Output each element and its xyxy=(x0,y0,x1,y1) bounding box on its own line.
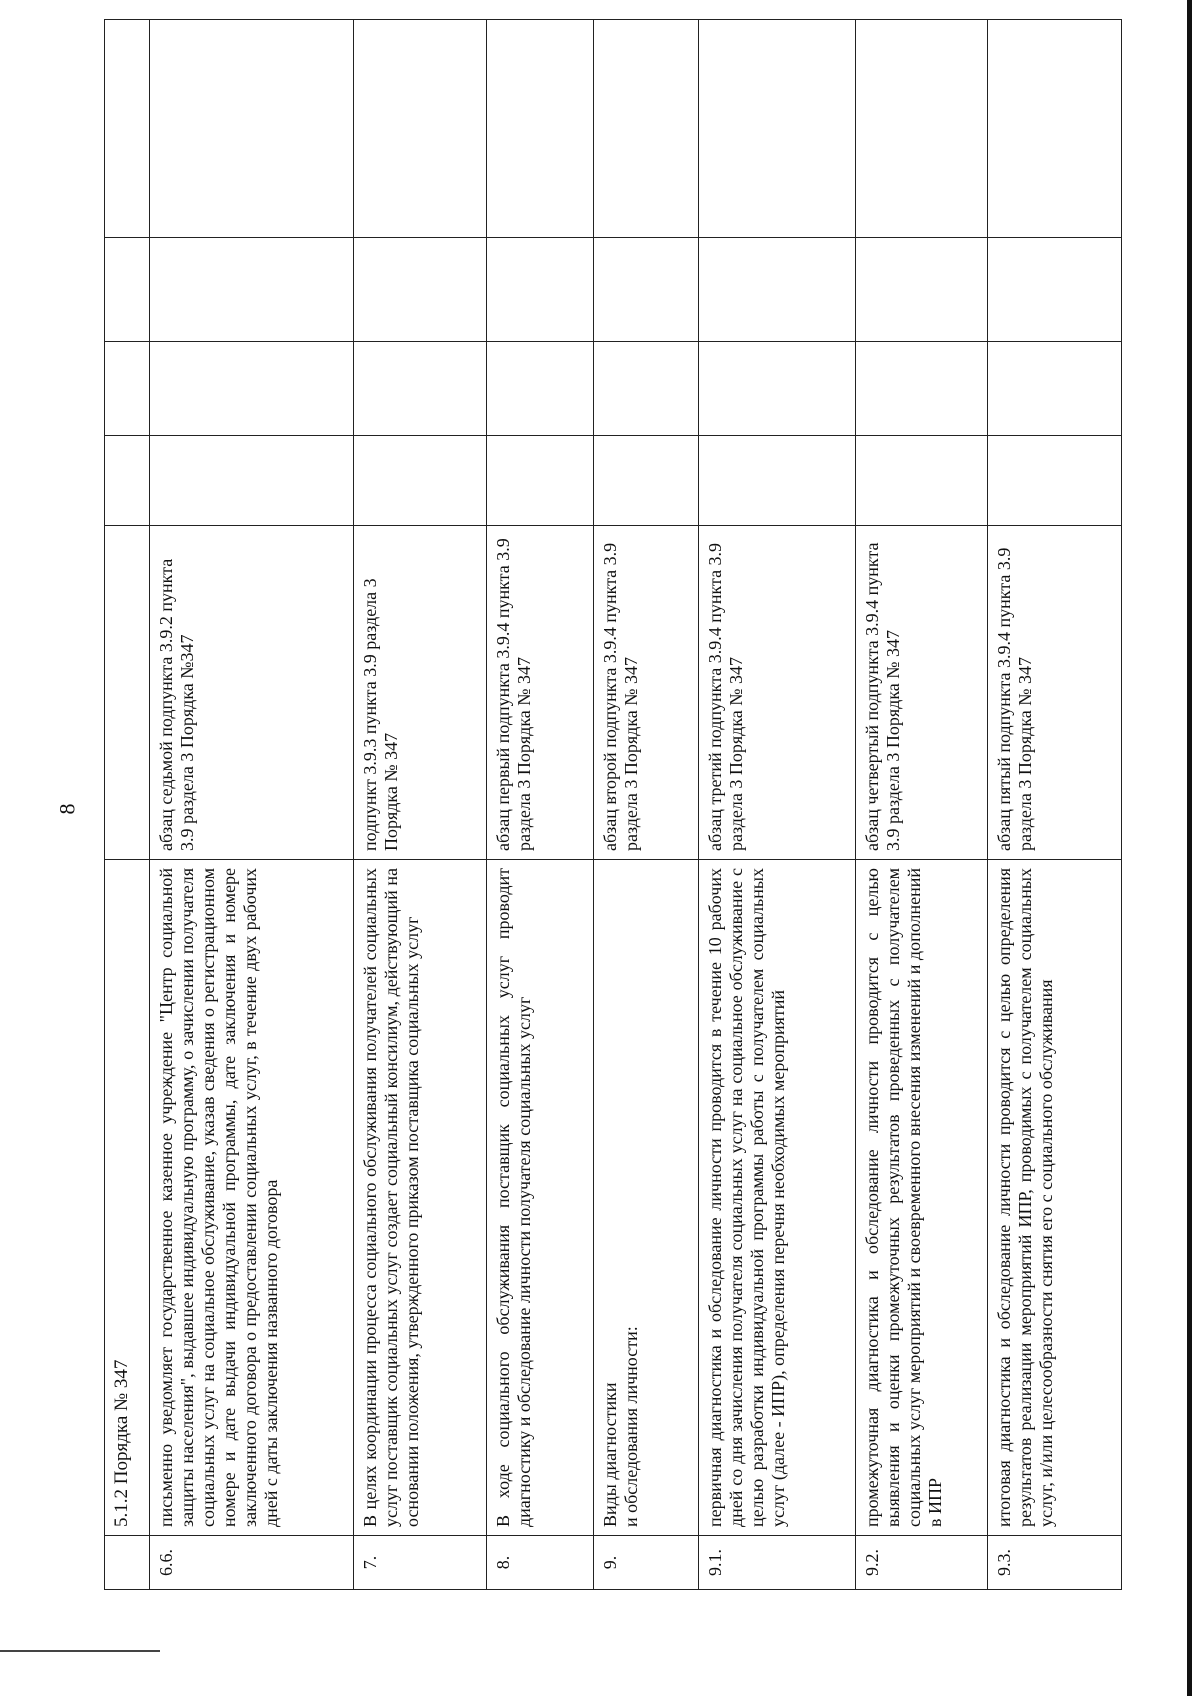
row-description: В ходе социального обслуживания поставщик социальных услуг проводит диагностику и обследование личности получателя социальных услуг xyxy=(486,860,593,1536)
row-reference: подпункт 3.9.3 пункта 3.9 раздела 3 Порядка № 347 xyxy=(354,526,486,860)
row-number: 6.6. xyxy=(149,1536,354,1590)
row-reference: абзац третий подпункта 3.9.4 пункта 3.9 раздела 3 Порядка № 347 xyxy=(699,526,856,860)
row-number: 9.1. xyxy=(699,1536,856,1590)
row-number: 9. xyxy=(593,1536,698,1590)
page-number: 8 xyxy=(54,803,80,815)
empty-cell xyxy=(593,20,698,238)
empty-cell xyxy=(987,238,1121,342)
table-row xyxy=(699,20,856,1590)
empty-cell xyxy=(855,436,987,526)
row-number: 8. xyxy=(486,1536,593,1590)
empty-cell xyxy=(105,238,150,342)
table-row xyxy=(987,20,1121,1590)
row-number: 7. xyxy=(354,1536,486,1590)
empty-cell xyxy=(486,20,593,238)
empty-cell xyxy=(855,238,987,342)
row-reference: абзац пятый подпункта 3.9.4 пункта 3.9 раздела 3 Порядка № 347 xyxy=(987,526,1121,860)
empty-cell xyxy=(354,342,486,436)
scan-edge-line xyxy=(0,1650,160,1652)
row-reference: абзац второй подпункта 3.9.4 пункта 3.9 раздела 3 Порядка № 347 xyxy=(593,526,698,860)
row-description: первичная диагностика и обследование личности проводится в течение 10 рабочих дней со дня зачисления получателя социальных услуг на социальное обслуживание с целью разработки индивидуальной программы работы с получателем социальных услуг (далее - ИПР), определения перечня необходимых мероприятий xyxy=(699,860,856,1536)
empty-cell xyxy=(105,436,150,526)
row-reference: абзац седьмой подпункта 3.9.2 пункта 3.9 раздела 3 Порядка №347 xyxy=(149,526,354,860)
table-row xyxy=(486,20,593,1590)
row-description: В целях координации процесса социального обслуживания получателей социальных услуг поставщик социальных услуг создает социальный консилиум, действующий на основании положения, утвержденного приказом поставщика социальных услуг xyxy=(354,860,486,1536)
empty-cell xyxy=(354,238,486,342)
table-row xyxy=(354,20,486,1590)
empty-cell xyxy=(149,238,354,342)
empty-cell xyxy=(486,238,593,342)
empty-cell xyxy=(105,20,150,238)
empty-cell xyxy=(105,342,150,436)
empty-cell xyxy=(855,20,987,238)
empty-cell xyxy=(699,342,856,436)
header-num-cell xyxy=(105,1536,150,1590)
table-row xyxy=(855,20,987,1590)
empty-cell xyxy=(699,20,856,238)
empty-cell xyxy=(699,436,856,526)
empty-cell xyxy=(593,342,698,436)
empty-cell xyxy=(105,526,150,860)
empty-cell xyxy=(699,238,856,342)
empty-cell xyxy=(354,20,486,238)
row-reference: абзац первый подпункта 3.9.4 пункта 3.9 раздела 3 Порядка № 347 xyxy=(486,526,593,860)
empty-cell xyxy=(149,342,354,436)
row-description: письменно уведомляет государственное казенное учреждение "Центр социальной защиты населения", выдавшее индивидуальную программу, о зачислении получателя социальных услуг на социальное обслуживание, указав сведения о регистрационном номере и дате выдачи индивидуальной программы, дате заключения и номере заключенного договора о предоставлении социальных услуг, в течение двух рабочих дней с даты заключения названного договора xyxy=(149,860,354,1536)
table-row xyxy=(149,20,354,1590)
header-title-cell: 5.1.2 Порядка № 347 xyxy=(105,860,150,1536)
requirements-table xyxy=(104,19,1122,1590)
table-header-row xyxy=(105,20,150,1590)
row-number: 9.3. xyxy=(987,1536,1121,1590)
row-description: промежуточная диагностика и обследование личности проводится с целью выявления и оценки промежуточных результатов проведенных с получателем социальных услуг мероприятий и своевременного внесения изменений и дополнений в ИПР xyxy=(855,860,987,1536)
rotated-table-container xyxy=(104,20,1122,1590)
row-description: Виды диагностики и обследования личности: xyxy=(593,860,698,1536)
empty-cell xyxy=(987,342,1121,436)
empty-cell xyxy=(593,238,698,342)
empty-cell xyxy=(354,436,486,526)
row-description: итоговая диагностика и обследование личности проводится с целью определения результатов реализации мероприятий ИПР, проводимых с получателем социальных услуг, и/или целесообразности снятия его с социального обслуживания xyxy=(987,860,1121,1536)
empty-cell xyxy=(987,436,1121,526)
row-reference: абзац четвертый подпункта 3.9.4 пункта 3.9 раздела 3 Порядка № 347 xyxy=(855,526,987,860)
empty-cell xyxy=(486,342,593,436)
empty-cell xyxy=(149,20,354,238)
empty-cell xyxy=(149,436,354,526)
empty-cell xyxy=(486,436,593,526)
empty-cell xyxy=(987,20,1121,238)
scan-edge-bar xyxy=(1187,0,1192,1696)
empty-cell xyxy=(855,342,987,436)
row-number: 9.2. xyxy=(855,1536,987,1590)
empty-cell xyxy=(593,436,698,526)
table-row xyxy=(593,20,698,1590)
